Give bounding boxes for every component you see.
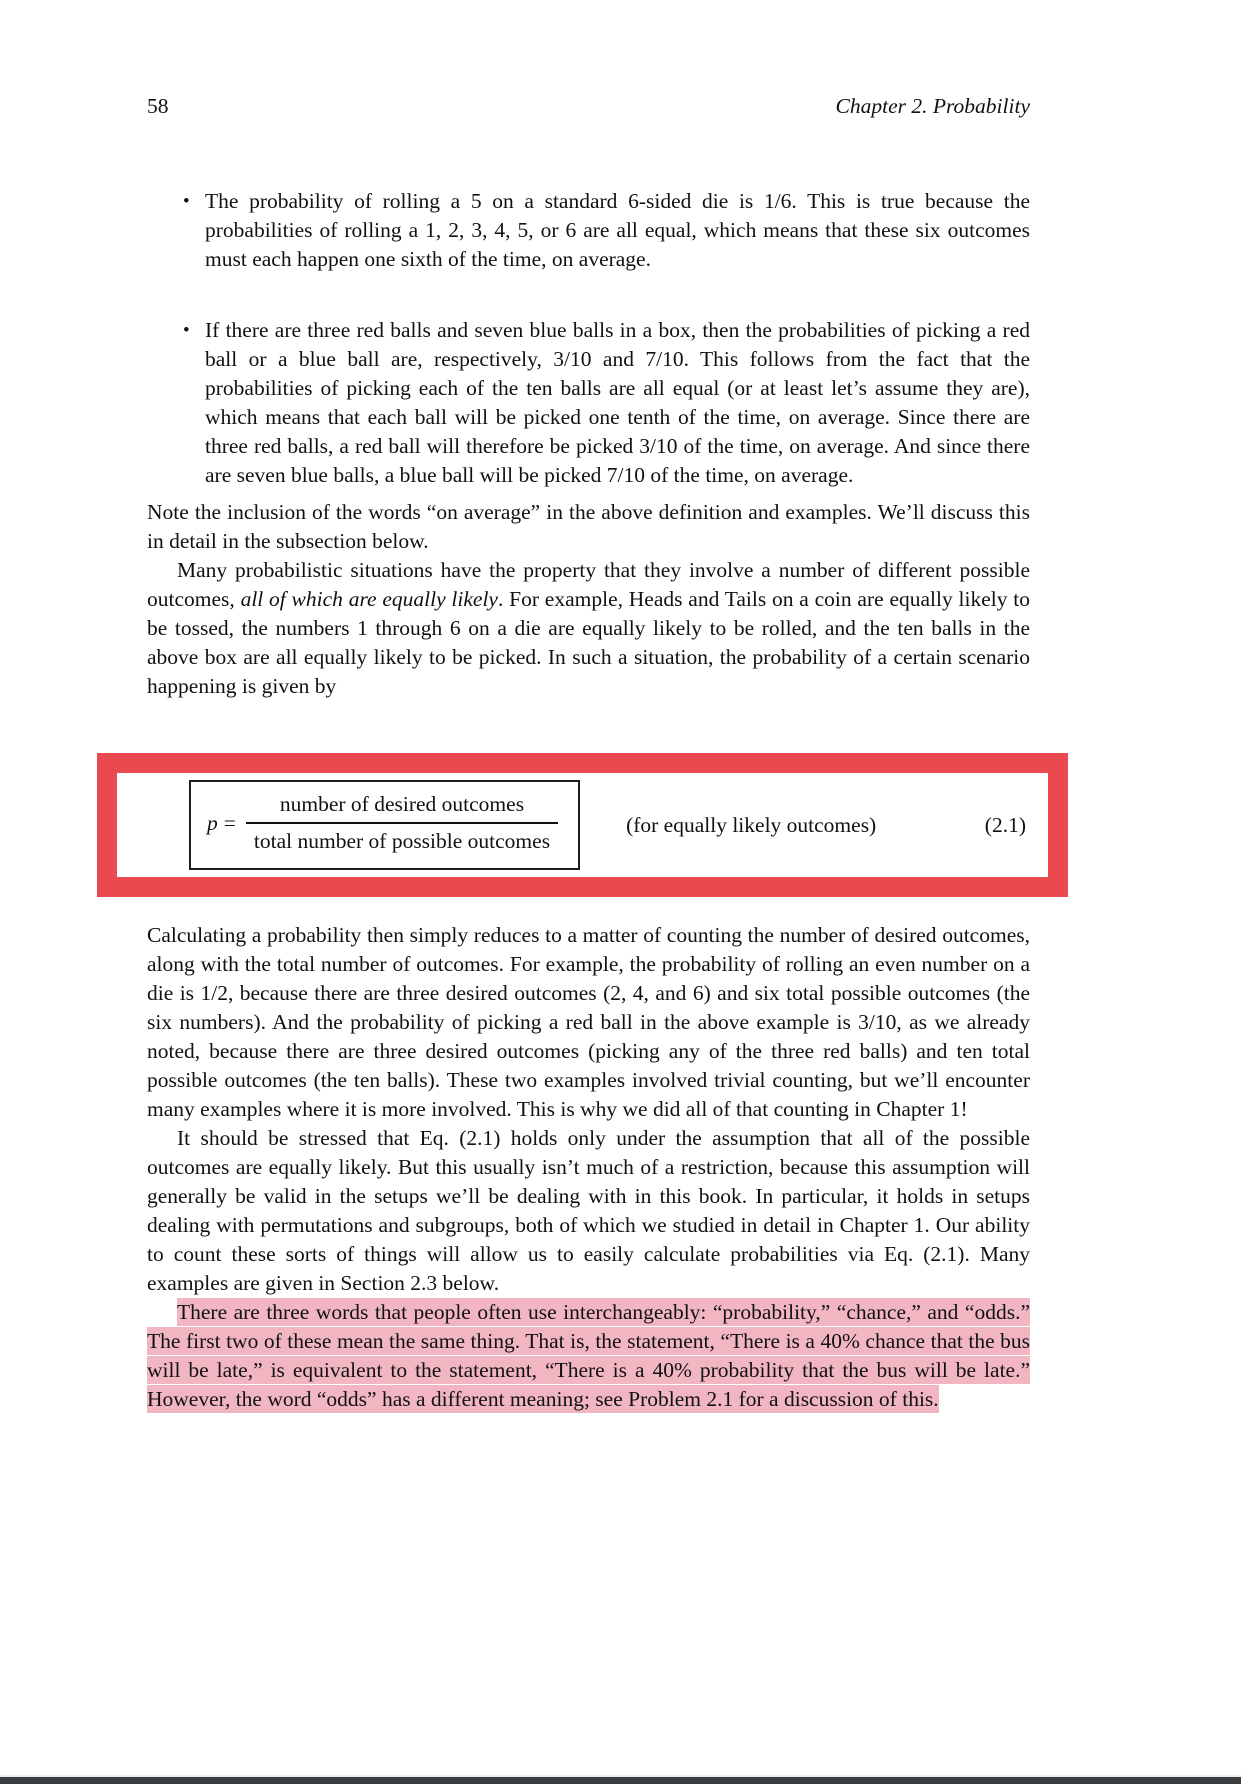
paragraph-calculating: Calculating a probability then simply reduces to a matter of counting the number of desired outcomes, along with the total number of outcomes. For example, the probability of rolling an even number on a die is 1/2, because there are three desired outcomes (2, 4, and 6) and six total possible outcomes (the six numbers). And the probability of picking a red ball in the above example is 3/10, as we already noted, because there are three desired outcomes (picking any of the three red balls) and ten total possible outcomes (the ten balls). These two examples involved trivial counting, but we’ll encounter many examples where it is more involved. This is why we did all of that counting in Chapter 1! [147, 923, 1030, 1121]
equation-annotation-red-box [97, 753, 1068, 897]
list-item [147, 316, 1030, 490]
equation-condition: (for equally likely outcomes) [626, 812, 877, 837]
paragraph-stressed: It should be stressed that Eq. (2.1) holds only under the assumption that all of the possible outcomes are equally likely. But this usually isn’t much of a restriction, because this assumption will generally be valid in the setups we’ll be dealing with in this book. In particular, it holds in setups dealing with permutations and subgroups, both of which we studied in detail in Chapter 1. Our ability to count these sorts of things will allow us to easily calculate probabilities via Eq. (2.1). Many examples are given in Section 2.3 below. [147, 1126, 1030, 1295]
paragraph-intro-post: . For example, Heads and Tails on a coin are equally likely to be tossed, the numbers 1 through 6 on a die are equally likely to be rolled, and the ten balls in the above box are all equally likely to be picked. In such a situation, the probability of a certain scenario happening is given by [147, 587, 1030, 698]
paragraph-note: Note the inclusion of the words “on average” in the above definition and examples. We’ll discuss this in detail in the subsection below. [147, 500, 1030, 553]
equation-lhs: p [207, 810, 218, 835]
list-item [147, 187, 1030, 274]
bullet-dot-icon: • [183, 320, 190, 341]
bullet-text-die: The probability of rolling a 5 on a standard 6-sided die is 1/6. This is true because the probabilities of rolling a 1, 2, 3, 4, 5, or 6 are all equal, which means that these six outcomes must each happen one sixth of the time, on average. [205, 189, 1030, 271]
paragraph-intro [147, 556, 1030, 701]
equation-row [117, 780, 1048, 870]
bullet-text-balls: If there are three red balls and seven blue balls in a box, then the probabilities of picking a red ball or a blue ball are, respectively, 3/10 and 7/10. This follows from the fact that the probabilities of picking each of the ten balls are all equal (or at least let’s assume they are), which means that each ball will be picked one tenth of the time, on average. Since there are three red balls, a red ball will therefore be picked 3/10 of the time, on average. And since there are seven blue balls, a blue ball will be picked 7/10 of the time, on average. [205, 318, 1030, 487]
fraction-numerator: number of desired outcomes [279, 792, 525, 816]
page-header [147, 92, 1030, 121]
equation-number: (2.1) [984, 812, 1026, 837]
equation-box [189, 780, 580, 870]
paragraph-intro-italic: all of which are equally likely [240, 587, 498, 611]
bottom-edge-bar [0, 1775, 1241, 1784]
paragraph-odds [147, 1298, 1030, 1414]
equation-fraction [246, 790, 558, 856]
paragraph-intro-pre: Many probabilistic situations have the property that they involve a number of different possible outcomes, [147, 558, 1030, 611]
page-content [147, 92, 1030, 1414]
bullet-list [147, 187, 1030, 490]
pink-highlight-span: There are three words that people often use interchangeably: “probability,” “chance,” and “odds.” The first two of these mean the same thing. That is, the statement, “There is a 40% chance that the bus will be late,” is equivalent to the statement, “There is a 40% probability that the bus will be late.” However, the word “odds” has a different meaning; see Problem 2.1 for a discussion of this. [147, 1300, 1030, 1411]
fraction-denominator: total number of possible outcomes [246, 822, 558, 856]
bullet-dot-icon: • [183, 191, 190, 212]
page-number: 58 [147, 94, 169, 118]
equation-equals-sign: = [223, 810, 236, 835]
chapter-title: Chapter 2. Probability [835, 94, 1030, 118]
